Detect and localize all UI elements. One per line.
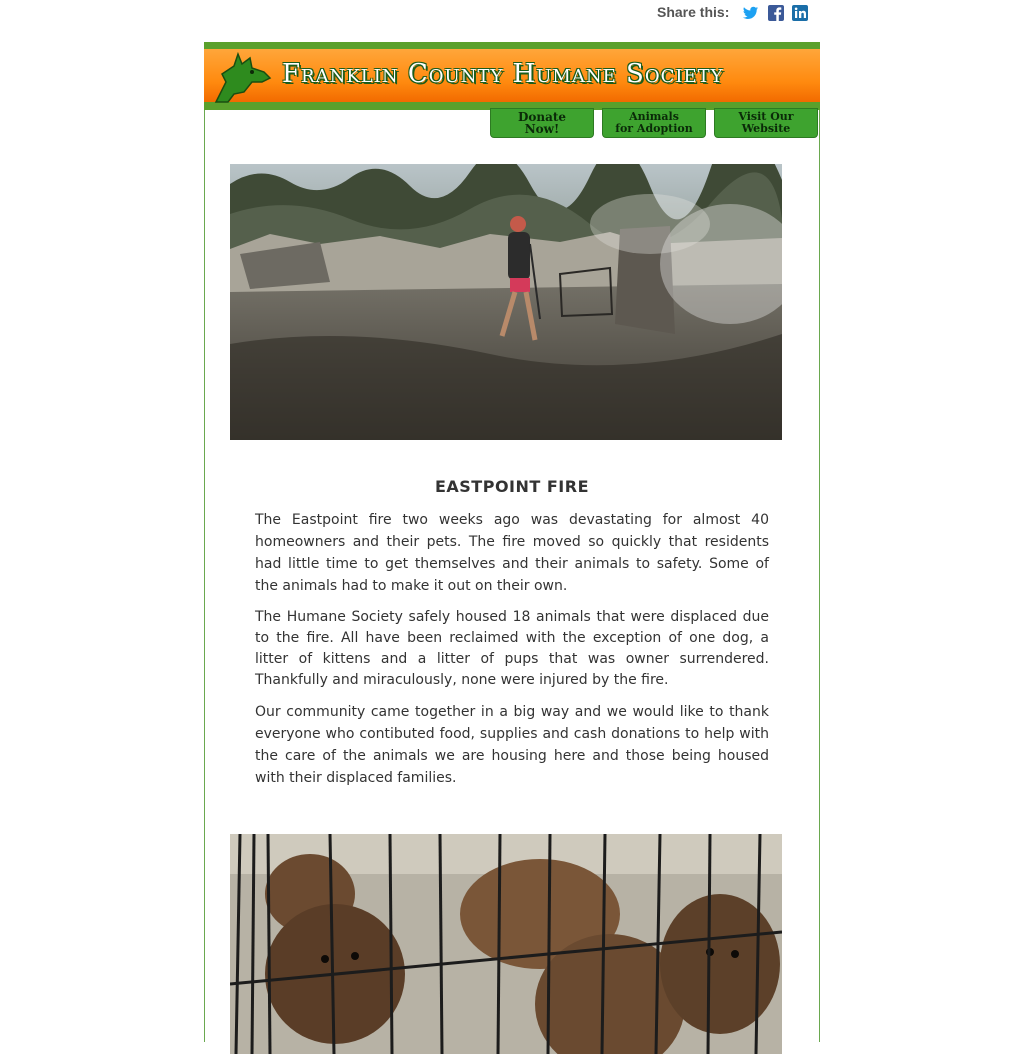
animals-for-adoption-label: Animals for Adoption — [615, 110, 693, 135]
donate-now-label: Donate Now! — [517, 110, 567, 136]
visit-website-button[interactable] — [714, 108, 818, 138]
puppies-photo — [230, 834, 782, 1054]
newsletter-container — [204, 42, 820, 1042]
donate-now-button[interactable] — [490, 108, 594, 138]
twitter-icon[interactable] — [743, 5, 759, 21]
facebook-icon[interactable] — [768, 5, 784, 21]
header-banner[interactable] — [204, 42, 820, 110]
linkedin-icon[interactable] — [792, 5, 808, 21]
site-title: Franklin County Humane Society — [282, 59, 724, 89]
fire-aftermath-photo — [230, 164, 782, 440]
article-paragraph-3: Our community came together in a big way and we would like to thank everyone who contibuted food, supplies and cash donations to help with the care of the animals we are housing here and those being housed with their displaced families. — [255, 704, 769, 786]
green-dog-logo — [212, 48, 276, 104]
article-paragraph-2: The Humane Society safely housed 18 animals that were displaced due to the fire. All have been reclaimed with the exception of one dog, a litter of kittens and a litter of pups that was owner surrendered. Thankfully and miraculously, none were injured by the fire. — [255, 609, 769, 688]
animals-for-adoption-button[interactable] — [602, 108, 706, 138]
share-label: Share this: — [657, 4, 730, 20]
article-paragraph-1: The Eastpoint fire two weeks ago was devastating for almost 40 homeowners and their pets. The fire moved so quickly that residents had little time to get themselves and their animals to safety. Some of the animals had to make it out on their own. — [255, 512, 769, 594]
share-bar — [204, 0, 820, 42]
article-headline: EASTPOINT FIRE — [434, 477, 590, 496]
visit-website-label: Visit Our Website — [738, 110, 794, 135]
